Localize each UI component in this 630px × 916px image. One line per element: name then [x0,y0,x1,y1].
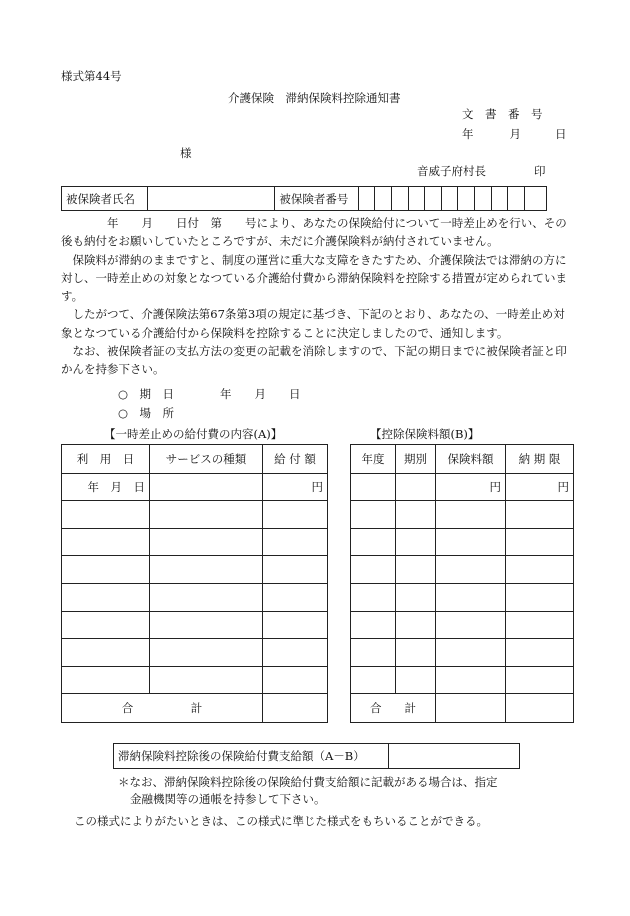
fiscal-year-cell[interactable] [351,473,396,501]
table-cell[interactable] [351,639,396,667]
table-cell[interactable] [62,583,150,611]
date-month-label: 月 [509,127,521,141]
table-cell[interactable] [263,666,328,694]
insured-number-digit[interactable] [375,187,392,211]
table-cell[interactable] [436,639,506,667]
service-type-cell[interactable] [150,473,263,501]
addressee-suffix: 様 [180,146,192,160]
table-cell[interactable] [436,611,506,639]
total-amount-b[interactable] [436,694,506,723]
issuer-name: 音威子府村長 [417,164,486,178]
deduction-table-b [350,444,574,723]
note-line-1: ＊なお、滞納保険料控除後の保険給付費支給額に記載がある場合は、指定 [118,775,498,789]
table-row [351,639,574,667]
premium-amount-cell[interactable]: 円 [436,473,506,501]
footer-note: この様式によりがたいときは、この様式に準じた様式をもちいることができる。 [74,814,488,828]
table-cell[interactable] [506,528,574,556]
net-amount-label: 滞納保険料控除後の保険給付費支給額（A－B） [114,744,389,768]
table-row [62,583,328,611]
table-cell[interactable] [436,666,506,694]
table-row [62,528,328,556]
body-paragraph-3: したがつて、介護保険法第67条第3項の規定に基づき、下記のとおり、あなたの、一時差止め対象となつている介護給付から保険料を控除することに決定しましたので、通知します。 [61,307,565,340]
document-number-label: 文 書 番 号 [462,107,543,121]
total-label-b: 合 計 [351,694,436,723]
total-amount-a[interactable] [263,694,328,723]
insured-number-digit[interactable] [408,187,425,211]
seal-mark: 印 [534,164,546,178]
table-cell[interactable] [351,611,396,639]
table-row [351,501,574,529]
insured-name-label: 被保険者氏名 [62,187,148,211]
table-cell[interactable] [62,639,150,667]
table-cell[interactable] [436,583,506,611]
table-cell[interactable] [396,528,436,556]
table-row [62,611,328,639]
table-row [351,611,574,639]
header-benefit-amount: 給 付 額 [263,445,328,474]
insured-number-digit[interactable] [391,187,408,211]
insured-number-digit[interactable] [491,187,508,211]
table-cell[interactable] [263,556,328,584]
header-fiscal-year: 年度 [351,445,396,474]
benefit-amount-cell[interactable]: 円 [263,473,328,501]
table-cell[interactable] [396,666,436,694]
notice-body [61,214,576,379]
table-cell[interactable] [351,556,396,584]
period-cell[interactable] [396,473,436,501]
insured-info-table [61,186,547,211]
table-cell[interactable] [351,501,396,529]
benefit-table-a [61,444,328,723]
table-row [62,556,328,584]
table-cell[interactable] [263,611,328,639]
insured-number-digit[interactable] [458,187,475,211]
table-cell[interactable] [506,611,574,639]
table-cell[interactable] [150,666,263,694]
body-paragraph-4: なお、被保険者証の支払方法の変更の記載を消除しますので、下記の期日までに被保険者証と印かんを持参下さい。 [61,344,567,377]
table-row [62,473,328,501]
table-cell[interactable] [62,556,150,584]
table-cell[interactable] [506,583,574,611]
net-amount-field[interactable] [389,744,519,768]
total-label-a: 合 計 [62,694,263,723]
table-cell[interactable] [396,639,436,667]
total-due-b[interactable] [506,694,574,723]
usage-date-cell[interactable]: 年 月 日 [62,473,150,501]
table-cell[interactable] [150,583,263,611]
table-row [62,666,328,694]
table-cell[interactable] [396,611,436,639]
table-cell[interactable] [436,528,506,556]
table-cell[interactable] [263,583,328,611]
table-a-caption: 【一時差止めの給付費の内容(A)】 [104,427,283,441]
issue-date [462,126,567,142]
table-cell[interactable] [150,611,263,639]
body-paragraph-1: 年 月 日付 第 号により、あなたの保険給付について一時差止めを行い、その後も納付をお願いしていたところですが、未だに介護保険料が納付されていません。 [61,216,567,249]
table-cell[interactable] [263,528,328,556]
table-cell[interactable] [396,501,436,529]
table-cell[interactable] [436,501,506,529]
total-row [62,694,328,723]
table-cell[interactable] [506,556,574,584]
table-cell[interactable] [150,501,263,529]
form-number: 様式第44号 [61,69,122,83]
table-cell[interactable] [62,501,150,529]
table-row [62,639,328,667]
table-cell[interactable] [436,556,506,584]
total-row [351,694,574,723]
table-cell[interactable] [506,666,574,694]
table-cell[interactable] [506,501,574,529]
table-cell[interactable] [351,583,396,611]
header-service-type: サービスの種類 [150,445,263,474]
table-cell[interactable] [506,639,574,667]
page-title: 介護保険 滞納保険料控除通知書 [228,91,401,105]
insured-number-digit[interactable] [441,187,458,211]
insured-number-label: 被保険者番号 [275,187,358,211]
table-cell[interactable] [263,501,328,529]
table-cell[interactable] [351,666,396,694]
table-cell[interactable] [263,639,328,667]
table-cell[interactable] [150,556,263,584]
date-day-label: 日 [555,127,567,141]
insured-number-digit[interactable] [508,187,525,211]
table-row [351,473,574,501]
body-paragraph-2: 保険料が滞納のままですと、制度の運営に重大な支障をきたすため、介護保険法では滞納の方に対し、一時差止めの対象となつている介護給付費から滞納保険料を控除する措置が定められています。 [61,252,567,304]
table-cell[interactable] [351,528,396,556]
due-date-line: ○ 期 日 年 月 日 [118,387,301,401]
note-line-2: 金融機関等の通帳を持参して下さい。 [130,792,326,806]
table-row [62,501,328,529]
table-b-caption: 【控除保険料額(B)】 [370,427,480,441]
header-premium-amount: 保険料額 [436,445,506,474]
table-cell[interactable] [62,666,150,694]
table-cell[interactable] [62,528,150,556]
due-date-cell[interactable]: 円 [506,473,574,501]
header-period: 期別 [396,445,436,474]
table-row [351,528,574,556]
header-due-date: 納 期 限 [506,445,574,474]
table-cell[interactable] [150,639,263,667]
insured-number-digit[interactable] [475,187,492,211]
insured-number-digit[interactable] [358,187,375,211]
table-cell[interactable] [150,528,263,556]
insured-number-digit[interactable] [525,187,547,211]
table-row [351,583,574,611]
table-cell[interactable] [396,583,436,611]
insured-number-digit[interactable] [425,187,442,211]
table-cell[interactable] [62,611,150,639]
insured-name-field[interactable] [148,187,275,211]
net-amount-box [113,743,520,769]
table-row [351,666,574,694]
place-line: ○ 場 所 [118,406,175,420]
date-year-label: 年 [462,127,474,141]
table-row [351,556,574,584]
table-cell[interactable] [396,556,436,584]
header-usage-date: 利 用 日 [62,445,150,474]
